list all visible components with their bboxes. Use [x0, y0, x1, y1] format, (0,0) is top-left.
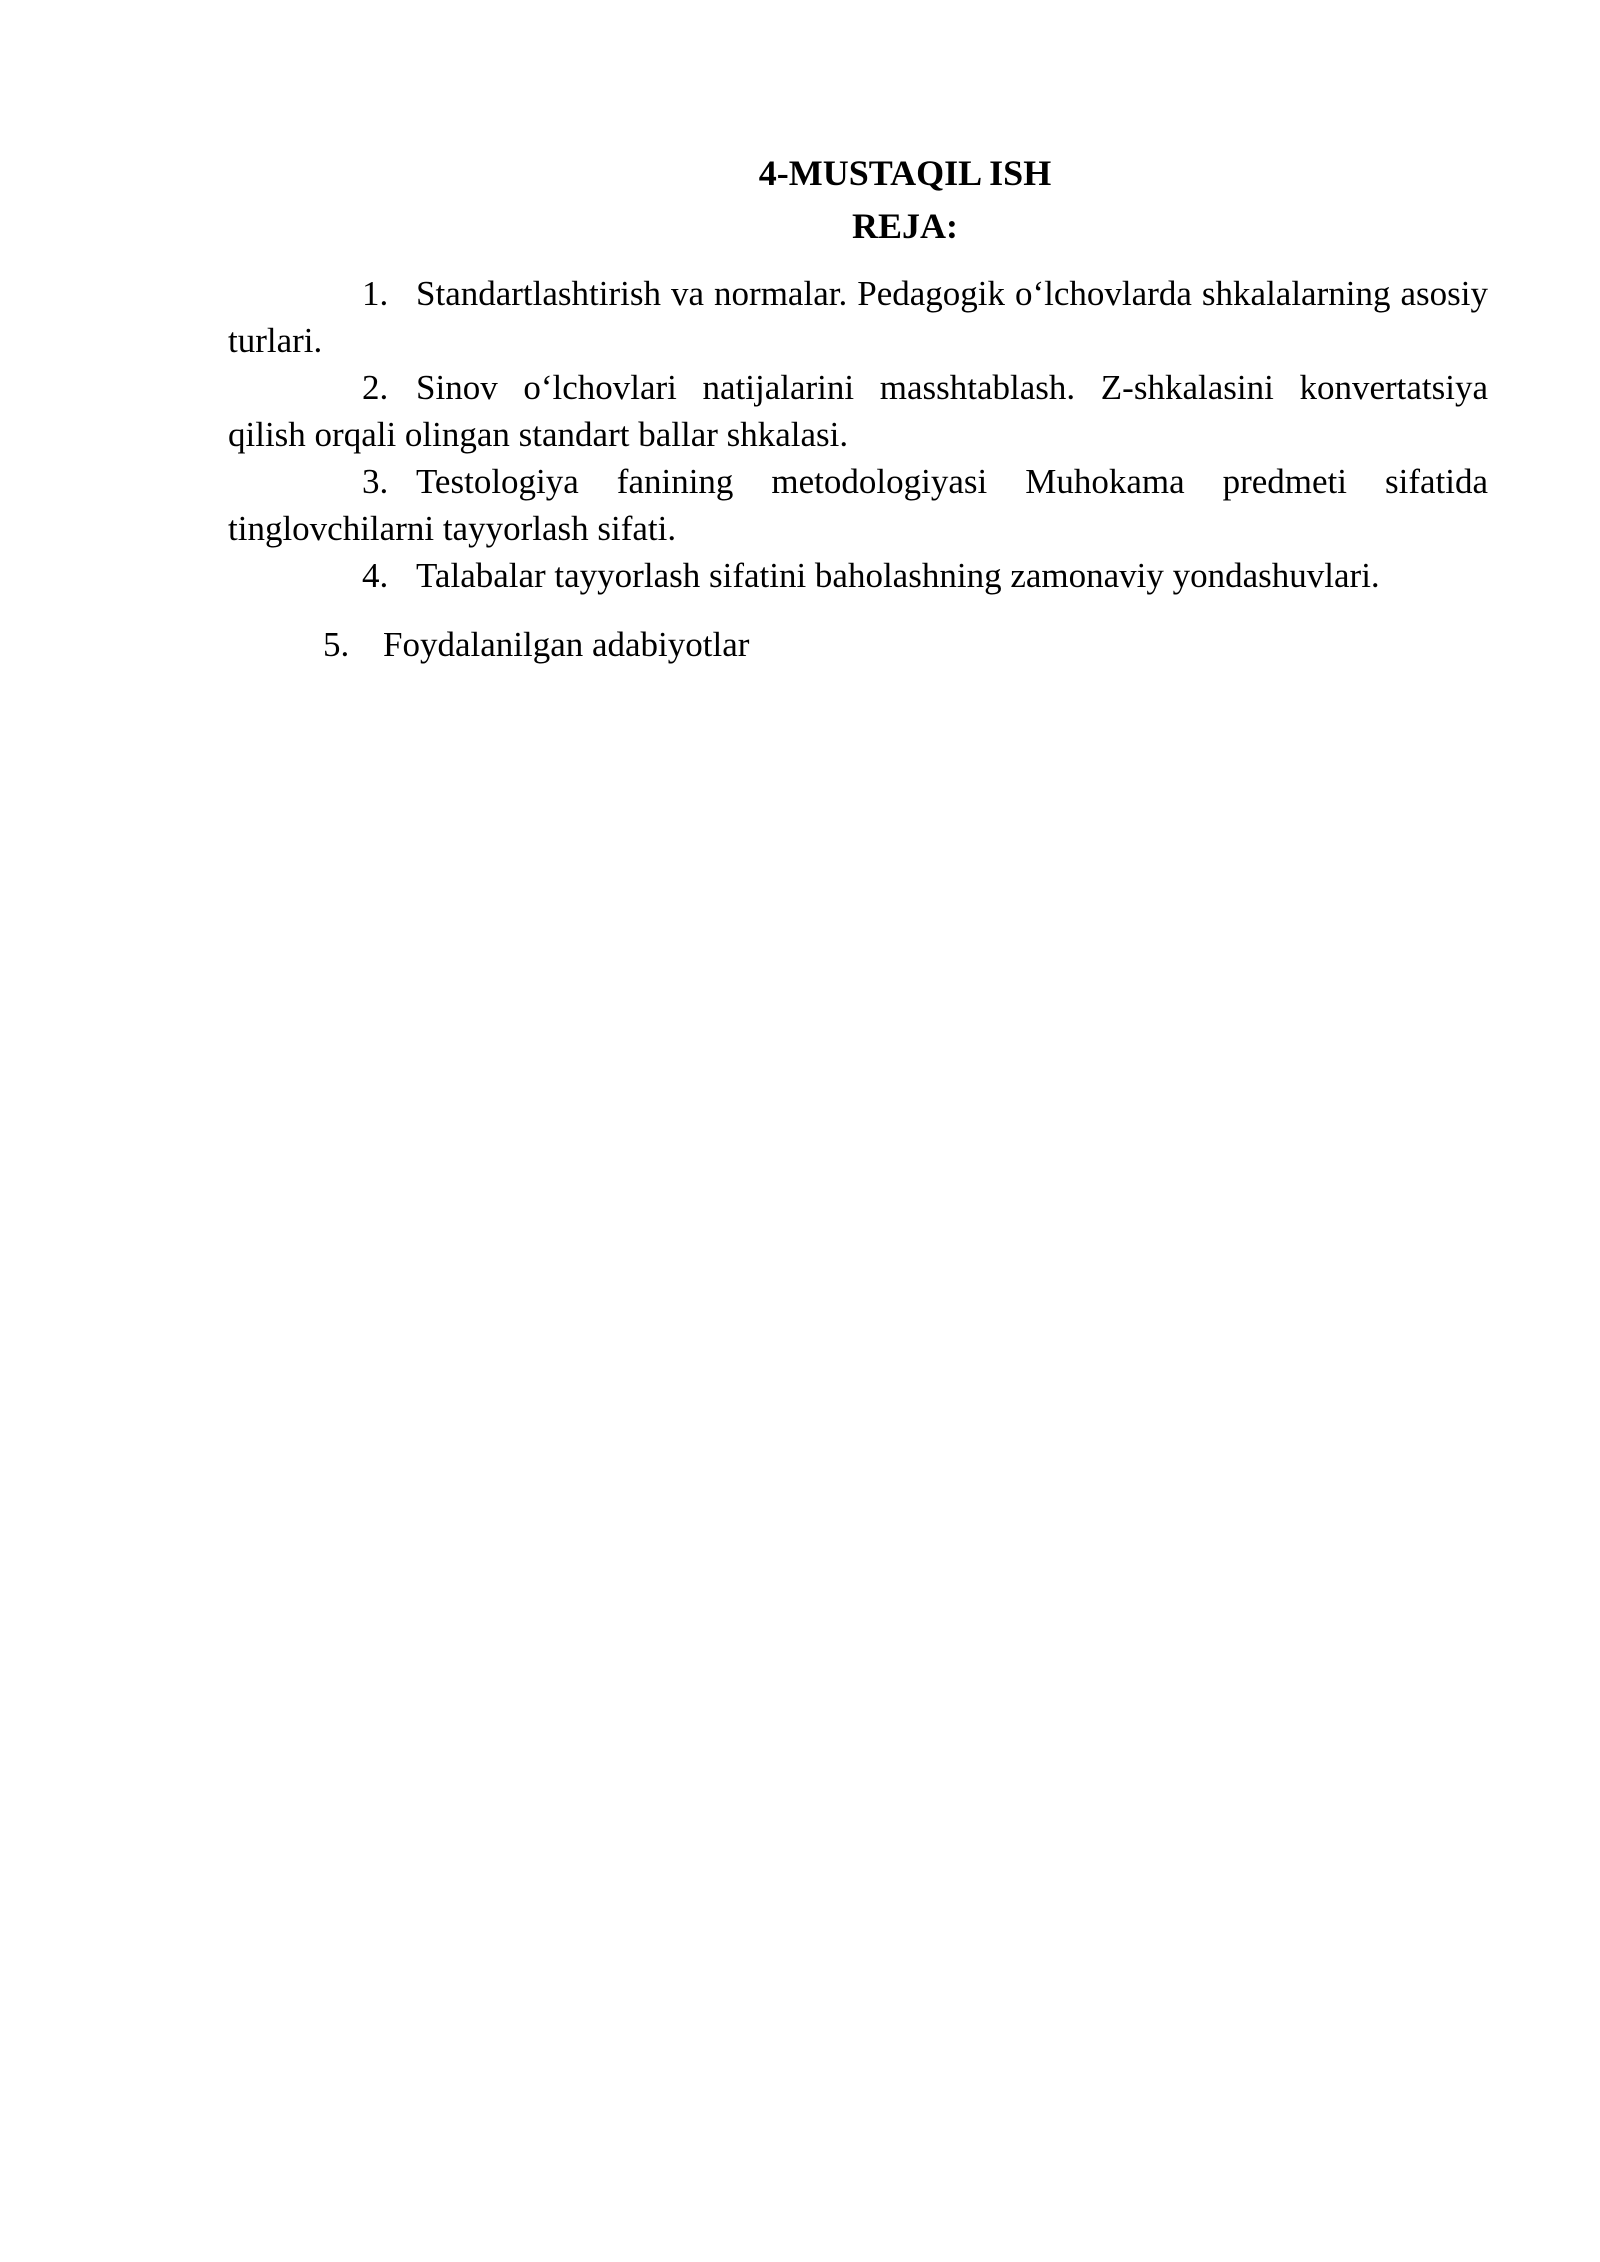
plan-heading: REJA: [852, 206, 958, 246]
plan-item-5 [323, 621, 749, 668]
plan-item-4 [228, 552, 1488, 599]
plan-item-text: Talabalar tayyorlash sifatini baholashning zamonaviy yondashuvlari. [416, 556, 1380, 595]
plan-item-text: Testologiya fanining metodologiyasi Muhokama predmeti sifatida tinglovchilarni tayyorlash sifati. [228, 462, 1488, 548]
document-title: 4-MUSTAQIL ISH [758, 153, 1052, 193]
plan-item-number: 5. [323, 625, 350, 664]
plan-item-number: 3. [362, 462, 389, 501]
plan-item-text: Foydalanilgan adabiyotlar [383, 625, 750, 664]
plan-item-number: 1. [362, 274, 389, 313]
plan-list [228, 270, 1488, 599]
plan-item-number: 2. [362, 368, 389, 407]
plan-item-text: Standartlashtirish va normalar. Pedagogik o‘lchovlarda shkalalarning asosiy turlari. [228, 274, 1488, 360]
plan-item-1 [228, 270, 1488, 364]
plan-item-number: 4. [362, 556, 389, 595]
plan-item-text: Sinov o‘lchovlari natijalarini masshtablash. Z-shkalasini konvertatsiya qilish orqali olingan standart ballar shkalasi. [228, 368, 1488, 454]
plan-item-2 [228, 364, 1488, 458]
plan-item-3 [228, 458, 1488, 552]
